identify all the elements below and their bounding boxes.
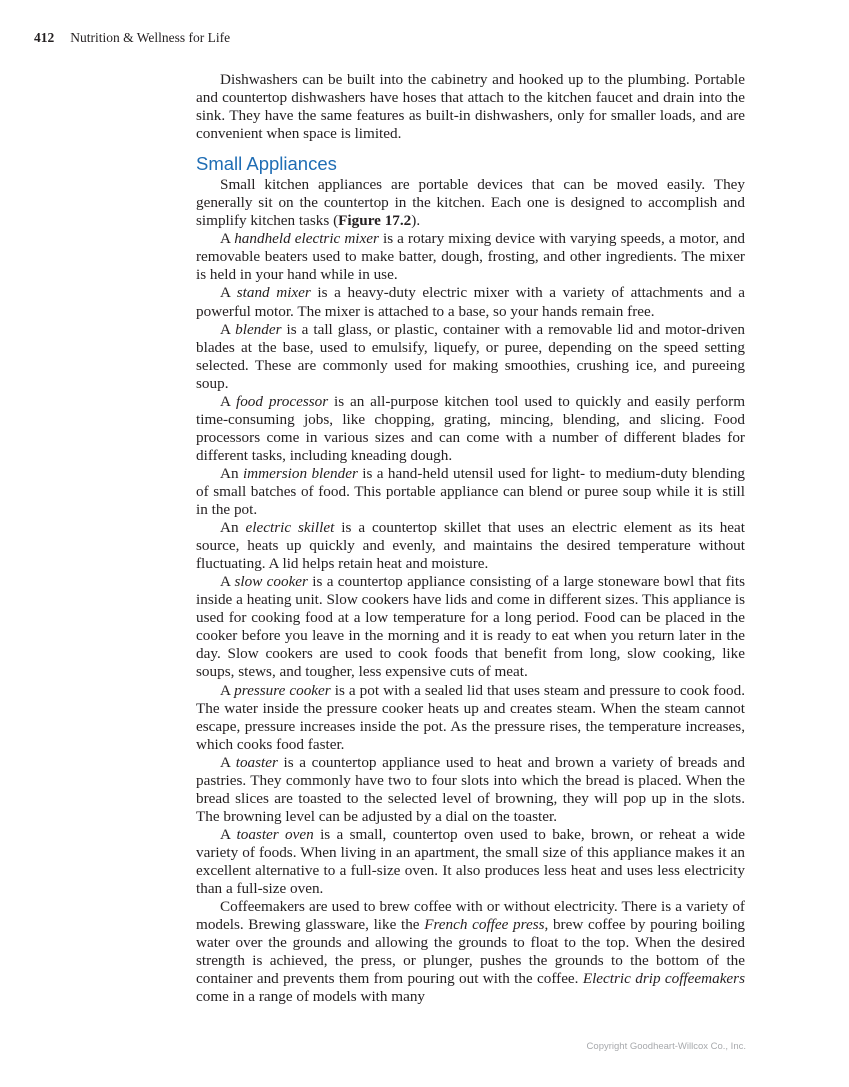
- appliance-paragraph: [196, 573, 745, 681]
- page-number: 412: [34, 30, 55, 45]
- appliance-term: blender: [235, 320, 282, 338]
- intro-text: Small kitchen appliances are portable devices that can be moved easily. They generally sit on the countertop in the kitchen. Each one is designed to accomplish and simplify kitchen tasks (: [196, 176, 745, 230]
- appliance-term: toaster: [235, 753, 278, 771]
- appliance-paragraph: [196, 519, 745, 573]
- article: An: [220, 519, 239, 537]
- book-title: Nutrition & Wellness for Life: [70, 30, 231, 45]
- intro-suffix: ).: [411, 212, 421, 230]
- coffee-text-1: Coffeemakers are used to brew coffee with or without electricity. There is a variety of models. Brewing glassware, like the: [196, 898, 745, 934]
- appliance-paragraph: [196, 465, 745, 519]
- appliance-paragraph: [196, 682, 745, 754]
- appliance-term: electric skillet: [245, 519, 335, 537]
- article: A: [220, 573, 231, 591]
- coffee-paragraph: [196, 898, 745, 1006]
- article: An: [220, 464, 239, 482]
- appliance-definition: is an all-purpose kitchen tool used to quickly and easily perform time-consuming jobs, like chopping, grating, mincing, blending, and slicing. Food processors come in various sizes and can come with a number of different blades for different tasks, including kneading dough.: [196, 392, 746, 464]
- appliance-term: immersion blender: [242, 464, 358, 482]
- running-header: [34, 29, 230, 47]
- appliance-definition: is a countertop skillet that uses an electric element as its heat source, heats up quickly and evenly, and maintains the desired temperature without fluctuating. A lid helps retain heat and moisture.: [196, 519, 746, 573]
- appliance-definition: is a heavy-duty electric mixer with a variety of attachments and a powerful motor. The mixer is attached to a base, so your hands remain free.: [196, 284, 746, 320]
- appliance-definition: is a hand-held utensil used for light- to medium-duty blending of small batches of food. This portable appliance can blend or puree soup while it is still in the pot.: [196, 464, 746, 519]
- appliance-term: toaster oven: [236, 825, 314, 843]
- article: A: [220, 320, 231, 338]
- appliance-definition: is a countertop appliance used to heat and brown a variety of breads and pastries. They commonly have two to four slots into which the bread is placed. When the bread slices are toasted to the selected level of browning, they will pop up in the slots. The browning level can be adjusted by a dial on the toaster.: [196, 753, 746, 825]
- article: A: [220, 681, 231, 699]
- coffee-text-3: come in a range of models with many: [196, 988, 426, 1006]
- article: A: [220, 753, 231, 771]
- appliance-definition: is a pot with a sealed lid that uses steam and pressure to cook food. The water inside the pressure cooker heats up and creates steam. When the steam cannot escape, pressure increases inside the pot. As the pressure rises, the temperature increases, which cooks food faster.: [196, 681, 746, 753]
- appliance-definition: is a tall glass, or plastic, container with a removable lid and motor-driven blades at the base, used to emulsify, liquefy, or puree, depending on the speed setting selected. These are commonly used for making smoothies, crushing ice, and pureeing soup.: [196, 320, 745, 392]
- appliance-definition: is a countertop appliance consisting of a large stoneware bowl that fits inside a heating unit. Slow cookers have lids and come in different sizes. This appliance is used for cooking food at a low temperature for a long period. Food can be placed in the cooker before you leave in the morning and it is ready to eat when you return later in the day. Slow cookers are used to cook foods that benefit from long, slow cooking, like soups, stews, and tougher, less expensive cuts of meat.: [196, 573, 745, 681]
- body-text: [196, 71, 745, 1006]
- coffee-term-french-press: French coffee press: [424, 916, 545, 934]
- appliance-definition: is a rotary mixing device with varying speeds, a motor, and removable beaters used to make batter, dough, frosting, and other ingredients. The mixer is held in your hand while in use.: [196, 230, 746, 284]
- article: A: [220, 392, 231, 410]
- appliance-term: pressure cooker: [234, 681, 331, 699]
- appliance-paragraph: [196, 230, 745, 284]
- article: A: [220, 230, 231, 248]
- small-appliances-intro: [196, 176, 745, 230]
- appliance-term: handheld electric mixer: [234, 230, 379, 248]
- intro-paragraph: Dishwashers can be built into the cabinetry and hooked up to the plumbing. Portable and countertop dishwashers have hoses that attach to the kitchen faucet and drain into the sink. They have the same features as built-in dishwashers, only for smaller loads, and are convenient when space is limited.: [196, 71, 745, 143]
- appliance-term: food processor: [235, 392, 329, 410]
- appliance-paragraph: [196, 826, 745, 898]
- appliance-paragraphs: [196, 230, 745, 898]
- article: A: [220, 284, 231, 302]
- appliance-term: slow cooker: [234, 573, 308, 591]
- appliance-definition: is a small, countertop oven used to bake, brown, or reheat a wide variety of foods. When living in an apartment, the small size of this appliance makes it an excellent alternative to a full-size oven. It also produces less heat and uses less electricity than a full-size oven.: [196, 825, 746, 898]
- appliance-paragraph: [196, 393, 745, 465]
- section-heading: Small Appliances: [196, 153, 337, 175]
- coffee-term-drip: Electric drip coffeemakers: [582, 970, 745, 988]
- appliance-paragraph: [196, 321, 745, 393]
- copyright-notice: Copyright Goodheart-Willcox Co., Inc.: [586, 1041, 746, 1052]
- article: A: [220, 825, 231, 843]
- figure-reference: Figure 17.2: [338, 212, 412, 230]
- appliance-term: stand mixer: [236, 284, 311, 302]
- appliance-paragraph: [196, 284, 745, 320]
- appliance-paragraph: [196, 754, 745, 826]
- coffee-text-2: , brew coffee by pouring boiling water over the grounds and allowing the grounds to float to the top. When the desired strength is achieved, the press, or plunger, pushes the grounds to the bottom of the container and prevents them from pouring out with the coffee.: [196, 916, 746, 988]
